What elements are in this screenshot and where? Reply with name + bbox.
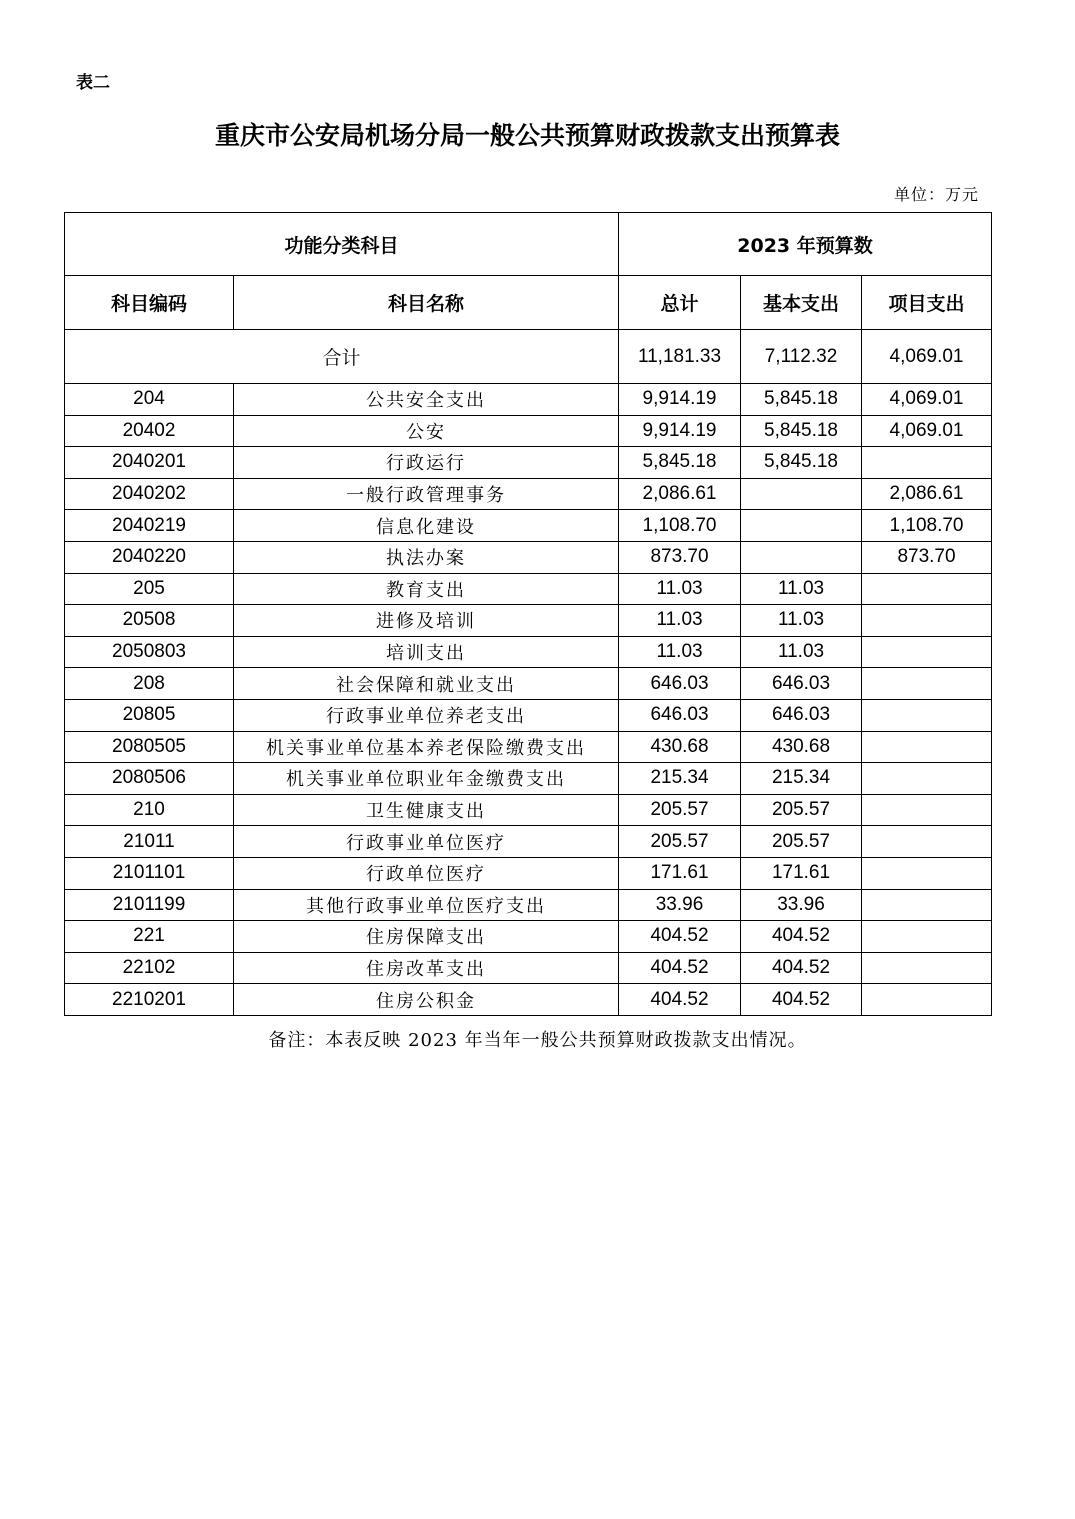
cell-total: 430.68: [619, 731, 741, 763]
cell-code: 205: [65, 573, 234, 605]
cell-total: 404.52: [619, 984, 741, 1016]
cell-name: 卫生健康支出: [234, 794, 619, 826]
cell-total: 171.61: [619, 857, 741, 889]
cell-basic: [741, 510, 862, 542]
table-row: [65, 605, 992, 637]
cell-project: [862, 763, 992, 795]
table-row: [65, 794, 992, 826]
cell-name: 机关事业单位基本养老保险缴费支出: [234, 731, 619, 763]
table-row: [65, 415, 992, 447]
cell-code: 2040219: [65, 510, 234, 542]
cell-name: 住房公积金: [234, 984, 619, 1016]
cell-code: 2040201: [65, 447, 234, 479]
table-row: [65, 636, 992, 668]
cell-basic: 171.61: [741, 857, 862, 889]
table-row: [65, 984, 992, 1016]
cell-name: 执法办案: [234, 541, 619, 573]
cell-total: 404.52: [619, 921, 741, 953]
budget-table: [64, 212, 992, 1016]
cell-total: 33.96: [619, 889, 741, 921]
cell-code: 20402: [65, 415, 234, 447]
cell-basic: [741, 478, 862, 510]
cell-total: 2,086.61: [619, 478, 741, 510]
table-row: [65, 668, 992, 700]
cell-name: 住房保障支出: [234, 921, 619, 953]
cell-code: 2101199: [65, 889, 234, 921]
table-row: [65, 921, 992, 953]
group-header-functional: 功能分类科目: [65, 213, 619, 276]
cell-code: 21011: [65, 826, 234, 858]
cell-basic: 5,845.18: [741, 384, 862, 416]
cell-code: 20805: [65, 699, 234, 731]
cell-code: 2040202: [65, 478, 234, 510]
table-row: [65, 889, 992, 921]
cell-project: [862, 794, 992, 826]
cell-name: 住房改革支出: [234, 952, 619, 984]
cell-name: 一般行政管理事务: [234, 478, 619, 510]
cell-project: 873.70: [862, 541, 992, 573]
cell-name: 行政运行: [234, 447, 619, 479]
cell-code: 2050803: [65, 636, 234, 668]
cell-name: 行政单位医疗: [234, 857, 619, 889]
table-row: [65, 857, 992, 889]
cell-name: 其他行政事业单位医疗支出: [234, 889, 619, 921]
table-row: [65, 699, 992, 731]
group-header-budget: 2023 年预算数: [619, 213, 992, 276]
total-row: [65, 330, 992, 384]
cell-project: [862, 984, 992, 1016]
cell-total: 205.57: [619, 826, 741, 858]
table-row: [65, 731, 992, 763]
cell-total: 9,914.19: [619, 415, 741, 447]
cell-total: 873.70: [619, 541, 741, 573]
cell-code: 2210201: [65, 984, 234, 1016]
cell-code: 204: [65, 384, 234, 416]
cell-basic: 205.57: [741, 826, 862, 858]
cell-basic: 33.96: [741, 889, 862, 921]
cell-code: 22102: [65, 952, 234, 984]
cell-basic: 215.34: [741, 763, 862, 795]
cell-name: 信息化建设: [234, 510, 619, 542]
cell-project: [862, 952, 992, 984]
cell-basic: 5,845.18: [741, 415, 862, 447]
cell-project: 1,108.70: [862, 510, 992, 542]
total-label: 合计: [65, 330, 619, 384]
table-row: [65, 478, 992, 510]
cell-total: 11.03: [619, 573, 741, 605]
cell-name: 公共安全支出: [234, 384, 619, 416]
cell-basic: 11.03: [741, 573, 862, 605]
cell-code: 2080505: [65, 731, 234, 763]
cell-name: 社会保障和就业支出: [234, 668, 619, 700]
footer-note: 备注：本表反映 2023 年当年一般公共预算财政拨款支出情况。: [268, 1030, 807, 1051]
cell-project: 4,069.01: [862, 415, 992, 447]
cell-total: 5,845.18: [619, 447, 741, 479]
cell-basic: 11.03: [741, 636, 862, 668]
cell-project: 4,069.01: [862, 384, 992, 416]
cell-code: 2101101: [65, 857, 234, 889]
table-body: [65, 330, 992, 1016]
cell-basic: [741, 541, 862, 573]
column-header-basic: 基本支出: [741, 276, 862, 330]
cell-code: 210: [65, 794, 234, 826]
cell-name: 公安: [234, 415, 619, 447]
cell-project: [862, 699, 992, 731]
cell-code: 208: [65, 668, 234, 700]
total-basic: 7,112.32: [741, 330, 862, 384]
cell-name: 培训支出: [234, 636, 619, 668]
cell-code: 20508: [65, 605, 234, 637]
page-title: 重庆市公安局机场分局一般公共预算财政拨款支出预算表: [214, 121, 840, 150]
cell-name: 行政事业单位医疗: [234, 826, 619, 858]
cell-name: 教育支出: [234, 573, 619, 605]
column-header-total: 总计: [619, 276, 741, 330]
cell-total: 11.03: [619, 636, 741, 668]
cell-name: 进修及培训: [234, 605, 619, 637]
cell-project: 2,086.61: [862, 478, 992, 510]
cell-project: [862, 826, 992, 858]
cell-total: 404.52: [619, 952, 741, 984]
cell-total: 215.34: [619, 763, 741, 795]
cell-total: 9,914.19: [619, 384, 741, 416]
cell-project: [862, 573, 992, 605]
table-row: [65, 541, 992, 573]
total-sum: 11,181.33: [619, 330, 741, 384]
cell-name: 行政事业单位养老支出: [234, 699, 619, 731]
cell-project: [862, 889, 992, 921]
table-row: [65, 952, 992, 984]
unit-label: 单位：万元: [893, 185, 979, 204]
cell-basic: 430.68: [741, 731, 862, 763]
cell-basic: 5,845.18: [741, 447, 862, 479]
cell-basic: 646.03: [741, 699, 862, 731]
cell-basic: 404.52: [741, 984, 862, 1016]
cell-project: [862, 447, 992, 479]
column-header-name: 科目名称: [234, 276, 619, 330]
cell-total: 11.03: [619, 605, 741, 637]
cell-project: [862, 921, 992, 953]
cell-basic: 404.52: [741, 952, 862, 984]
table-row: [65, 384, 992, 416]
cell-basic: 11.03: [741, 605, 862, 637]
total-project: 4,069.01: [862, 330, 992, 384]
cell-basic: 205.57: [741, 794, 862, 826]
cell-code: 2080506: [65, 763, 234, 795]
cell-total: 646.03: [619, 699, 741, 731]
table-row: [65, 763, 992, 795]
table-row: [65, 447, 992, 479]
cell-code: 221: [65, 921, 234, 953]
cell-basic: 646.03: [741, 668, 862, 700]
column-header-code: 科目编码: [65, 276, 234, 330]
table-label: 表二: [76, 73, 110, 93]
cell-code: 2040220: [65, 541, 234, 573]
cell-project: [862, 857, 992, 889]
cell-basic: 404.52: [741, 921, 862, 953]
cell-project: [862, 605, 992, 637]
cell-project: [862, 636, 992, 668]
cell-project: [862, 668, 992, 700]
cell-total: 1,108.70: [619, 510, 741, 542]
cell-total: 646.03: [619, 668, 741, 700]
column-header-project: 项目支出: [862, 276, 992, 330]
cell-name: 机关事业单位职业年金缴费支出: [234, 763, 619, 795]
table-row: [65, 510, 992, 542]
cell-total: 205.57: [619, 794, 741, 826]
cell-project: [862, 731, 992, 763]
table-row: [65, 573, 992, 605]
table-row: [65, 826, 992, 858]
